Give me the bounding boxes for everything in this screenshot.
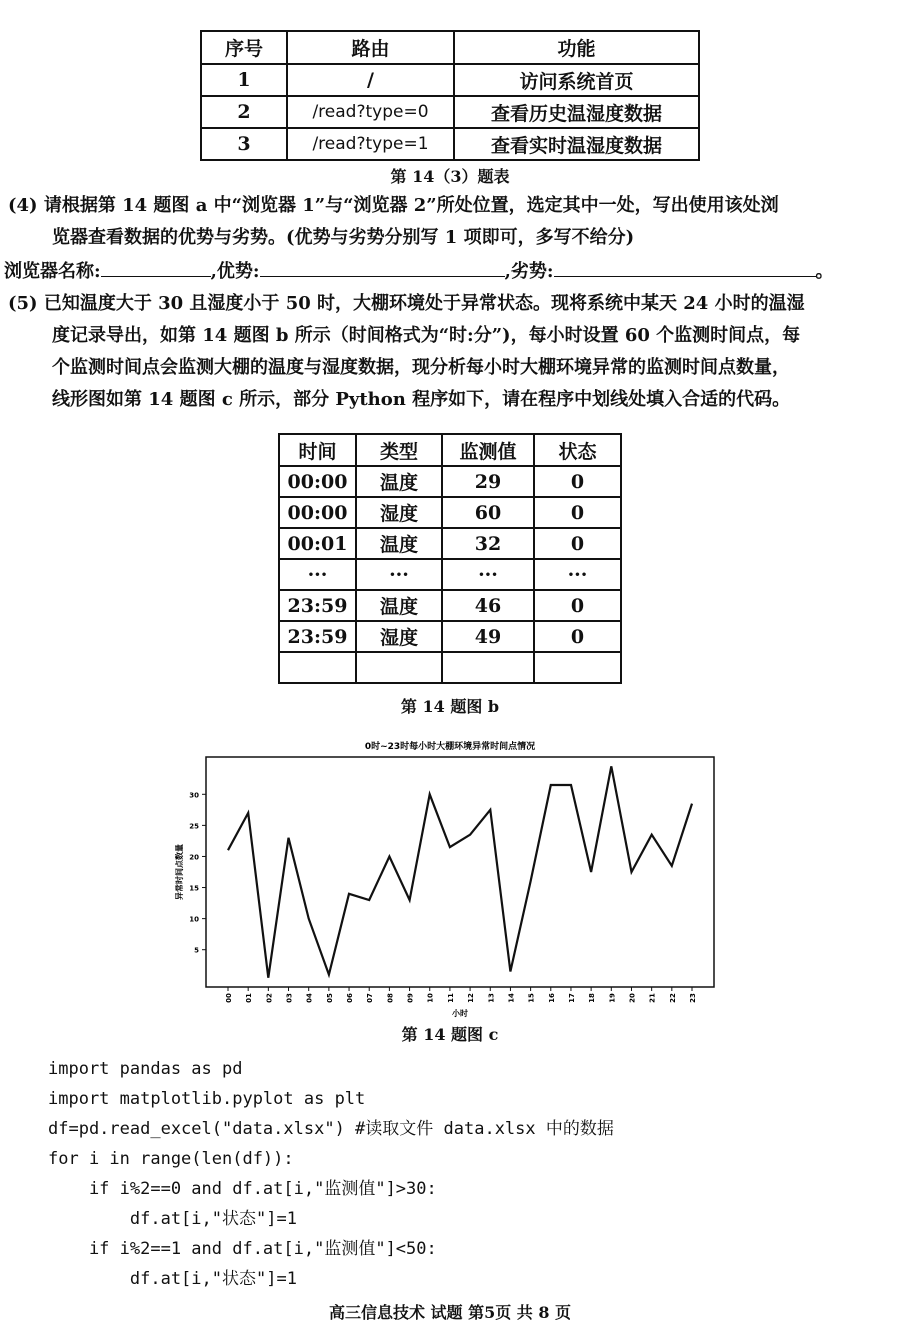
- table-cell: 温度: [356, 590, 442, 621]
- q4-answer-line: [4, 256, 894, 288]
- x-tick-label: 11: [446, 993, 455, 1003]
- page-footer: 高三信息技术 试题 第5页 共 8 页: [328, 1303, 572, 1322]
- table-cell: [442, 652, 534, 683]
- y-tick-label: 25: [189, 822, 199, 831]
- answer-adv-label: ,优势:: [210, 261, 260, 282]
- code-line: import pandas as pd: [48, 1059, 243, 1079]
- table-cell: 46: [442, 590, 534, 621]
- table-cell: 温度: [356, 528, 442, 559]
- y-tick-label: 5: [194, 946, 199, 955]
- record-table: [278, 433, 622, 684]
- record-table-header: 状态: [534, 434, 621, 466]
- table-cell: 0: [534, 466, 621, 497]
- answer-dis-blank[interactable]: [554, 256, 816, 277]
- q4-text: 请根据第 14 题图 a 中“浏览器 1”与“浏览器 2”所处位置，选定其中一处，写出使用该处浏: [43, 195, 779, 216]
- y-tick-label: 15: [189, 884, 199, 893]
- table-cell: 49: [442, 621, 534, 652]
- q5-line2: 度记录导出，如第 14 题图 b 所示（时间格式为“时:分”)，每小时设置 60 个监测时间点，每: [52, 325, 801, 346]
- x-tick-label: 20: [628, 993, 637, 1003]
- series-line: [228, 766, 692, 977]
- q4-line2: 览器查看数据的优势与劣势。(优势与劣势分别写 1 项即可，多写不给分): [52, 227, 635, 248]
- answer-name-label: 浏览器名称:: [4, 261, 101, 282]
- table-cell: 29: [442, 466, 534, 497]
- x-tick-label: 07: [366, 993, 375, 1003]
- x-tick-label: 21: [648, 993, 657, 1003]
- table-cell: /: [287, 64, 454, 96]
- q5-line4: 线形图如第 14 题图 c 所示，部分 Python 程序如下，请在程序中划线处填入合适的代码。: [52, 389, 791, 410]
- record-table-header: 监测值: [442, 434, 534, 466]
- x-tick-label: 15: [527, 993, 536, 1003]
- table-cell: 23:59: [279, 621, 356, 652]
- q4-number: (4): [8, 195, 38, 216]
- route-table-header: 路由: [287, 31, 454, 64]
- code-line: import matplotlib.pyplot as plt: [48, 1089, 366, 1109]
- table-cell: 0: [534, 528, 621, 559]
- code-line: df=pd.read_excel("data.xlsx") #读取文件 data.xlsx 中的数据: [48, 1119, 614, 1139]
- table-cell: 0: [534, 621, 621, 652]
- route-table-header: 序号: [201, 31, 287, 64]
- table-cell: ···: [356, 559, 442, 590]
- table-cell: 32: [442, 528, 534, 559]
- x-tick-label: 09: [406, 993, 415, 1003]
- q5-line3: 个监测时间点会监测大棚的温度与湿度数据，现分析每小时大棚环境异常的监测时间点数量，: [52, 357, 790, 378]
- chart-ylabel: 异常时间点数量: [175, 844, 184, 900]
- q4-line1: [8, 190, 898, 222]
- x-tick-label: 13: [487, 993, 496, 1003]
- answer-dis-label: ,劣势:: [504, 261, 554, 282]
- table-cell: 查看实时温湿度数据: [454, 128, 699, 160]
- table-cell: 00:00: [279, 497, 356, 528]
- table-cell: [534, 652, 621, 683]
- code-line: df.at[i,"状态"]=1: [48, 1209, 297, 1229]
- q5-text: 已知温度大于 30 且湿度小于 50 时，大棚环境处于异常状态。现将系统中某天 24 小时的温湿: [43, 293, 805, 314]
- y-tick-label: 10: [189, 915, 199, 924]
- chart-title: 0时~23时每小时大棚环境异常时间点情况: [364, 742, 536, 752]
- table-cell: /read?type=1: [287, 128, 454, 160]
- x-tick-label: 22: [668, 993, 677, 1003]
- code-line: df.at[i,"状态"]=1: [48, 1269, 297, 1289]
- code-line: if i%2==1 and df.at[i,"监测值"]<50:: [48, 1239, 437, 1259]
- plot-frame: [206, 757, 714, 987]
- table-cell: 查看历史温湿度数据: [454, 96, 699, 128]
- line-chart: [170, 735, 730, 1020]
- x-tick-label: 01: [245, 993, 254, 1003]
- q5-number: (5): [8, 293, 38, 314]
- x-tick-label: 04: [305, 993, 314, 1003]
- record-table-header: 时间: [279, 434, 356, 466]
- chart-xlabel: 小时: [452, 1009, 468, 1018]
- python-code-block: [48, 1054, 614, 1294]
- x-tick-label: 19: [608, 993, 617, 1003]
- answer-adv-blank[interactable]: [260, 256, 505, 277]
- table-cell: [279, 652, 356, 683]
- chart-caption: 第 14 题图 c: [401, 1025, 499, 1044]
- route-table-header: 功能: [454, 31, 699, 64]
- x-tick-label: 23: [689, 993, 697, 1003]
- table-cell: 湿度: [356, 497, 442, 528]
- table-cell: 23:59: [279, 590, 356, 621]
- table-cell: 0: [534, 497, 621, 528]
- table-cell: [356, 652, 442, 683]
- table-cell: 60: [442, 497, 534, 528]
- x-tick-label: 02: [265, 993, 274, 1003]
- table-cell: ···: [279, 559, 356, 590]
- y-tick-label: 20: [189, 853, 199, 862]
- record-table-header: 类型: [356, 434, 442, 466]
- answer-end: 。: [815, 261, 834, 282]
- table-cell: ···: [534, 559, 621, 590]
- x-tick-label: 10: [426, 993, 435, 1003]
- table-cell: 0: [534, 590, 621, 621]
- x-tick-label: 05: [325, 993, 334, 1003]
- table-cell: 00:01: [279, 528, 356, 559]
- table-cell: 湿度: [356, 621, 442, 652]
- x-tick-label: 17: [567, 993, 576, 1003]
- table-cell: 1: [201, 64, 287, 96]
- code-line: if i%2==0 and df.at[i,"监测值"]>30:: [48, 1179, 437, 1199]
- code-line: for i in range(len(df)):: [48, 1149, 294, 1169]
- x-tick-label: 08: [386, 993, 395, 1003]
- x-tick-label: 14: [507, 993, 516, 1003]
- record-table-caption: 第 14 题图 b: [400, 697, 500, 716]
- table-cell: 3: [201, 128, 287, 160]
- y-tick-label: 30: [189, 791, 199, 800]
- route-table-caption: 第 14（3）题表: [390, 167, 510, 186]
- table-cell: 访问系统首页: [454, 64, 699, 96]
- x-tick-label: 00: [225, 993, 233, 1003]
- answer-name-blank[interactable]: [101, 256, 211, 277]
- x-tick-label: 03: [285, 993, 294, 1003]
- route-table: [200, 30, 700, 161]
- table-cell: 温度: [356, 466, 442, 497]
- table-cell: 2: [201, 96, 287, 128]
- x-tick-label: 16: [547, 993, 556, 1003]
- q5-line1: [8, 288, 898, 320]
- x-tick-label: 18: [588, 993, 597, 1003]
- table-cell: 00:00: [279, 466, 356, 497]
- table-cell: ···: [442, 559, 534, 590]
- x-tick-label: 06: [346, 993, 355, 1003]
- x-tick-label: 12: [467, 993, 476, 1003]
- table-cell: /read?type=0: [287, 96, 454, 128]
